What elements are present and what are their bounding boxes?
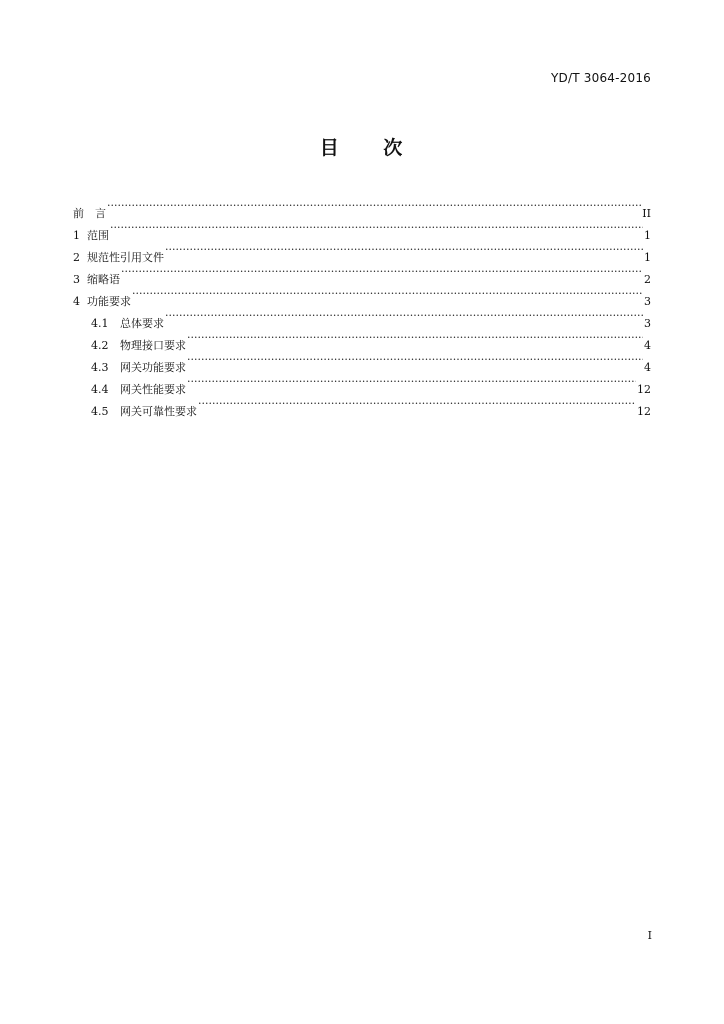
toc-entry-page: 4 (644, 361, 651, 374)
toc-entry-general-requirements[interactable] (73, 305, 651, 330)
table-of-contents (73, 195, 651, 418)
toc-entry-number: 4 (73, 295, 80, 308)
toc-entry-abbreviations[interactable] (73, 261, 651, 286)
toc-leader-dots (110, 217, 643, 239)
document-code: YD/T 3064-2016 (551, 71, 651, 85)
toc-entry-label: 网关功能要求 (120, 361, 186, 374)
toc-entry-normative-references[interactable] (73, 239, 651, 264)
toc-entry-label: 总体要求 (120, 317, 164, 330)
toc-entry-number: 3 (73, 273, 80, 286)
toc-entry-label: 规范性引用文件 (87, 251, 164, 264)
toc-entry-number: 4.4 (91, 383, 109, 396)
toc-entry-page: 4 (644, 339, 651, 352)
toc-entry-page: 12 (637, 405, 651, 418)
toc-leader-dots (107, 195, 641, 217)
toc-entry-number: 1 (73, 229, 80, 242)
toc-entry-preface[interactable] (73, 195, 651, 220)
page-number: I (647, 929, 652, 942)
toc-entry-page: 2 (644, 273, 651, 286)
toc-entry-label: 前 言 (73, 207, 106, 220)
toc-entry-label: 功能要求 (87, 295, 131, 308)
toc-entry-number: 4.1 (91, 317, 109, 330)
toc-title: 目 次 (319, 137, 405, 159)
toc-entry-number: 4.2 (91, 339, 109, 352)
toc-entry-functional-requirements[interactable] (73, 283, 651, 308)
toc-leader-dots (187, 349, 643, 371)
toc-entry-label: 缩略语 (87, 273, 120, 286)
toc-entry-label: 物理接口要求 (120, 339, 186, 352)
toc-entry-label: 网关性能要求 (120, 383, 186, 396)
toc-entry-page: II (642, 207, 651, 220)
toc-leader-dots (165, 239, 643, 261)
toc-entry-page: 1 (644, 229, 651, 242)
toc-entry-label: 范围 (87, 229, 109, 242)
toc-entry-page: 3 (644, 317, 651, 330)
toc-entry-scope[interactable] (73, 217, 651, 242)
toc-entry-number: 4.3 (91, 361, 109, 374)
toc-entry-label: 网关可靠性要求 (120, 405, 197, 418)
toc-entry-page: 1 (644, 251, 651, 264)
toc-entry-number: 2 (73, 251, 80, 264)
toc-leader-dots (121, 261, 643, 283)
toc-entry-page: 3 (644, 295, 651, 308)
toc-entry-number: 4.5 (91, 405, 109, 418)
toc-leader-dots (198, 393, 636, 415)
toc-leader-dots (132, 283, 643, 305)
toc-entry-page: 12 (637, 383, 651, 396)
toc-leader-dots (165, 305, 643, 327)
toc-leader-dots (187, 371, 636, 393)
toc-leader-dots (187, 327, 643, 349)
